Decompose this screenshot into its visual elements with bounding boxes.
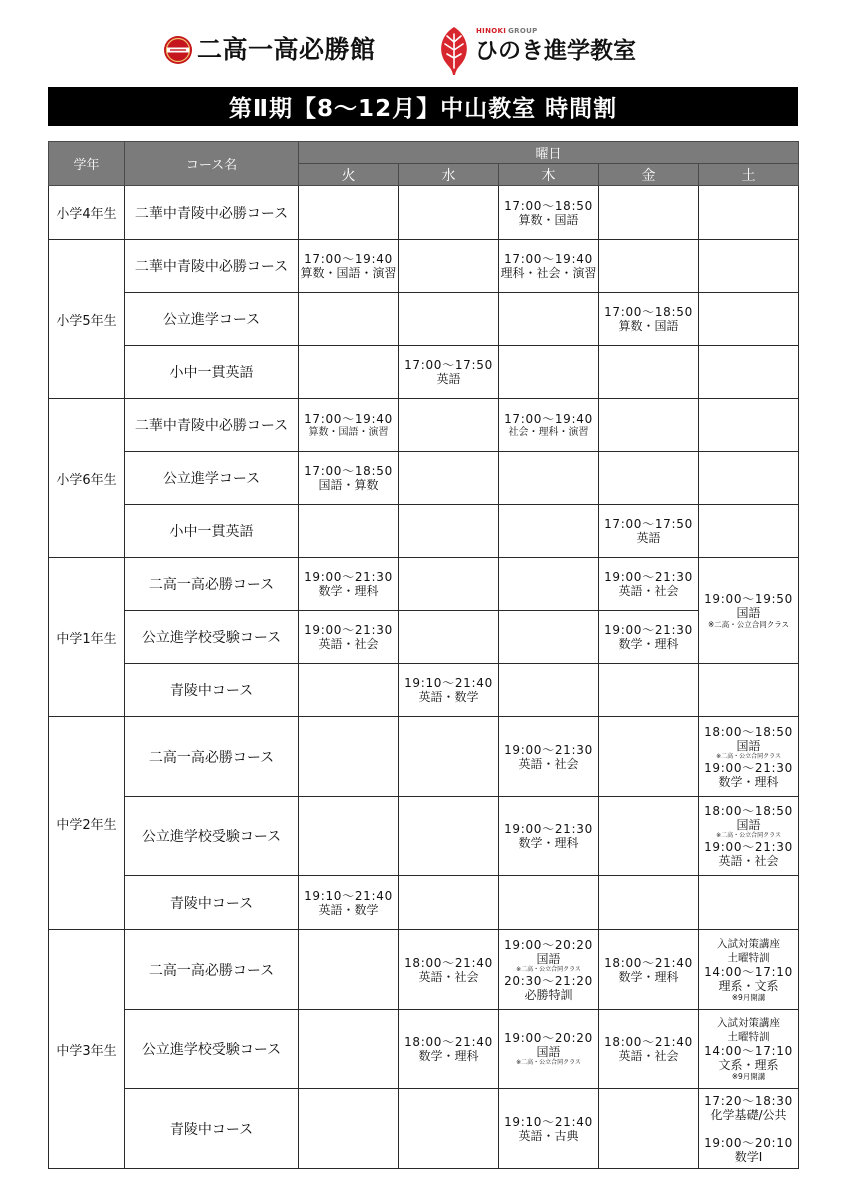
empty-cell (399, 240, 499, 293)
table-row (49, 611, 799, 664)
empty-cell (299, 186, 399, 240)
class-subject: 英語・社会 (318, 637, 379, 651)
class-time: 19:00〜21:30 (704, 840, 793, 854)
empty-cell (299, 930, 399, 1010)
class-subject: 化学基礎/公共 (710, 1107, 787, 1122)
empty-cell (599, 240, 699, 293)
hinoki-brand-name: ひのき進学教室 (475, 38, 636, 64)
schedule-cell (699, 1089, 799, 1169)
empty-cell (599, 797, 699, 876)
empty-cell (599, 399, 699, 452)
class-subject: 数学・理科 (518, 836, 579, 850)
schedule-cell (499, 1089, 599, 1169)
table-row (49, 558, 799, 611)
class-subject: 英語・社会 (618, 584, 679, 598)
class-subject: 理科・社会・演習 (500, 266, 597, 280)
course-cell: 二華中青陵中必勝コース (125, 399, 299, 452)
class-subject: 数学・理科 (718, 774, 779, 789)
empty-cell (499, 558, 599, 611)
empty-cell (599, 664, 699, 717)
class-time: 19:10〜21:40 (404, 676, 493, 690)
class-time: 17:00〜17:50 (604, 517, 693, 531)
class-subject: 英語 (636, 531, 661, 545)
empty-cell (399, 505, 499, 558)
empty-cell (599, 452, 699, 505)
empty-cell (699, 664, 799, 717)
course-cell: 小中一貫英語 (125, 346, 299, 399)
schedule-cell (599, 505, 699, 558)
course-cell: 青陵中コース (125, 1089, 299, 1169)
class-subject: 数学Ⅰ (734, 1149, 763, 1164)
grade-cell: 小学6年生 (49, 399, 125, 558)
class-subject: 国語・算数 (318, 478, 379, 492)
class-subject: 文系・理系 (718, 1058, 779, 1072)
class-subject: 数学・理科 (318, 584, 379, 598)
table-row (49, 186, 799, 240)
header-course: コース名 (125, 142, 299, 186)
class-time: 19:10〜21:40 (304, 888, 393, 903)
class-time: 17:00〜18:50 (504, 198, 593, 213)
header-day-tue: 火 (299, 164, 399, 186)
page-title: 第Ⅱ期【8～12月】中山教室 時間割 (48, 87, 798, 126)
class-time: 17:20〜18:30 (704, 1093, 793, 1108)
schedule-cell (599, 558, 699, 611)
class-time: 17:00〜17:50 (404, 358, 493, 372)
class-time: 17:00〜19:40 (504, 252, 593, 266)
empty-cell (699, 399, 799, 452)
class-subject: 英語・社会 (518, 756, 579, 771)
empty-cell (399, 452, 499, 505)
class-note: ※二高・公立合同クラス (708, 619, 790, 629)
hinoki-group-prefix: HINOKI (476, 27, 507, 35)
class-note: ※二高・公立合同クラス (716, 752, 781, 760)
table-row (49, 1010, 799, 1089)
schedule-cell (699, 797, 799, 876)
table-row (49, 505, 799, 558)
class-subject: 英語・社会 (418, 969, 479, 984)
schedule-cell (299, 452, 399, 505)
schedule-cell (499, 717, 599, 797)
schedule-cell (299, 558, 399, 611)
class-subject: 理系・文系 (718, 978, 779, 993)
course-cell: 青陵中コース (125, 664, 299, 717)
empty-cell (399, 611, 499, 664)
table-row (49, 452, 799, 505)
schedule-cell (299, 399, 399, 452)
header-grade: 学年 (49, 142, 125, 186)
empty-cell (699, 876, 799, 930)
class-time: 19:00〜21:30 (504, 742, 593, 757)
schedule-cell (499, 930, 599, 1010)
class-note: ※9月開講 (731, 992, 766, 1002)
class-time: 19:00〜20:10 (704, 1135, 793, 1150)
table-row (49, 1089, 799, 1169)
schedule-cell (599, 930, 699, 1010)
table-row (49, 399, 799, 452)
class-time: 19:00〜20:20 (504, 937, 593, 952)
class-subject: 英語・社会 (618, 1049, 679, 1063)
schedule-cell (299, 876, 399, 930)
schedule-cell (399, 1010, 499, 1089)
nikou-ichikou-logo (163, 35, 376, 65)
grade-cell: 中学2年生 (49, 717, 125, 930)
class-subject: 英語 (436, 372, 461, 386)
class-subject: 国語 (536, 1045, 561, 1059)
class-label: 土曜特訓 (727, 951, 770, 964)
hinoki-group-suffix: GROUP (508, 27, 538, 35)
empty-cell (499, 293, 599, 346)
schedule-cell (599, 1010, 699, 1089)
nikou-brand-name: 二高一高必勝館 (197, 35, 376, 64)
class-time: 18:00〜21:40 (604, 1035, 693, 1049)
class-time: 17:00〜19:40 (304, 252, 393, 266)
empty-cell (499, 346, 599, 399)
class-time: 19:00〜19:50 (704, 591, 793, 606)
grade-cell: 小学5年生 (49, 240, 125, 399)
empty-cell (299, 1010, 399, 1089)
class-time: 19:00〜21:30 (604, 623, 693, 637)
empty-cell (499, 876, 599, 930)
hinoki-leaf-icon (436, 26, 472, 76)
course-cell: 二高一高必勝コース (125, 930, 299, 1010)
grade-cell: 小学4年生 (49, 186, 125, 240)
class-subject: 英語・古典 (518, 1128, 579, 1143)
header-day-wed: 水 (399, 164, 499, 186)
empty-cell (699, 186, 799, 240)
empty-cell (299, 346, 399, 399)
schedule-cell (699, 1010, 799, 1089)
class-subject: 必勝特訓 (524, 987, 573, 1002)
schedule-cell (699, 717, 799, 797)
course-cell: 二華中青陵中必勝コース (125, 186, 299, 240)
schedule-cell (499, 186, 599, 240)
empty-cell (399, 1089, 499, 1169)
class-time: 14:00〜17:10 (704, 964, 793, 979)
empty-cell (399, 293, 499, 346)
table-row (49, 293, 799, 346)
class-subject: 社会・理科・演習 (508, 426, 589, 438)
class-subject: 国語 (536, 951, 561, 966)
empty-cell (299, 717, 399, 797)
class-time: 18:00〜18:50 (704, 804, 793, 818)
schedule-cell (599, 611, 699, 664)
schedule-cell (299, 240, 399, 293)
empty-cell (699, 293, 799, 346)
schedule-cell-joint (699, 558, 799, 664)
empty-cell (399, 797, 499, 876)
class-time: 19:00〜21:30 (304, 623, 393, 637)
schedule-cell (399, 930, 499, 1010)
empty-cell (299, 1089, 399, 1169)
course-cell: 二華中青陵中必勝コース (125, 240, 299, 293)
empty-cell (299, 664, 399, 717)
class-subject: 英語・数学 (318, 902, 379, 917)
hinoki-group-label (476, 27, 538, 35)
table-row (49, 664, 799, 717)
class-subject: 算数・国語・演習 (300, 266, 397, 280)
empty-cell (399, 186, 499, 240)
class-time: 18:00〜21:40 (404, 1035, 493, 1049)
empty-cell (499, 611, 599, 664)
class-subject: 国語 (736, 605, 761, 620)
schedule-cell (399, 664, 499, 717)
empty-cell (599, 186, 699, 240)
course-cell: 小中一貫英語 (125, 505, 299, 558)
empty-cell (399, 399, 499, 452)
course-cell: 公立進学校受験コース (125, 611, 299, 664)
course-cell: 二高一高必勝コース (125, 558, 299, 611)
empty-cell (399, 876, 499, 930)
class-time: 17:00〜19:40 (504, 411, 593, 426)
schedule-cell (499, 797, 599, 876)
class-time: 18:00〜21:40 (404, 955, 493, 970)
empty-cell (699, 346, 799, 399)
header-day-thu: 木 (499, 164, 599, 186)
class-time: 18:00〜18:50 (704, 724, 793, 739)
class-note: ※9月開講 (731, 1072, 766, 1081)
class-label: 土曜特訓 (727, 1031, 770, 1043)
schedule-cell (499, 399, 599, 452)
empty-cell (499, 505, 599, 558)
empty-cell (499, 664, 599, 717)
class-time: 17:00〜19:40 (304, 411, 393, 426)
header-row (49, 142, 799, 164)
course-cell: 二高一高必勝コース (125, 717, 299, 797)
class-time: 19:00〜21:30 (604, 570, 693, 584)
table-row (49, 797, 799, 876)
class-note: ※二高・公立合同クラス (516, 965, 581, 973)
empty-cell (399, 717, 499, 797)
class-subject: 国語 (736, 818, 761, 832)
class-time: 17:00〜18:50 (304, 464, 393, 478)
class-time: 19:00〜21:30 (504, 822, 593, 836)
empty-cell (599, 876, 699, 930)
timetable (48, 141, 799, 1169)
table-row (49, 930, 799, 1010)
grade-cell: 中学3年生 (49, 930, 125, 1169)
nikou-emblem-icon (163, 35, 193, 65)
table-row (49, 876, 799, 930)
schedule-cell (299, 611, 399, 664)
class-subject: 数学・理科 (618, 637, 679, 651)
course-cell: 公立進学校受験コース (125, 1010, 299, 1089)
course-cell: 公立進学コース (125, 452, 299, 505)
empty-cell (299, 505, 399, 558)
class-time: 20:30〜21:20 (504, 973, 593, 988)
class-time: 19:10〜21:40 (504, 1114, 593, 1129)
empty-cell (599, 717, 699, 797)
empty-cell (499, 452, 599, 505)
class-label: 入試対策講座 (717, 937, 781, 950)
class-note: ※二高・公立合同クラス (516, 1059, 581, 1066)
header-day-sat: 土 (699, 164, 799, 186)
course-cell: 公立進学校受験コース (125, 797, 299, 876)
class-subject: 英語・数学 (418, 690, 479, 704)
class-time: 14:00〜17:10 (704, 1044, 793, 1058)
schedule-cell (399, 346, 499, 399)
header-weekday: 曜日 (299, 142, 799, 164)
empty-cell (299, 293, 399, 346)
class-subject: 数学・理科 (418, 1049, 479, 1063)
class-time: 19:00〜21:30 (304, 570, 393, 584)
empty-cell (299, 797, 399, 876)
class-subject: 算数・国語 (518, 212, 579, 227)
schedule-cell (599, 293, 699, 346)
spacer (699, 1122, 798, 1136)
class-time: 19:00〜21:30 (704, 760, 793, 775)
schedule-cell (499, 1010, 599, 1089)
table-row (49, 717, 799, 797)
header-day-fri: 金 (599, 164, 699, 186)
empty-cell (599, 1089, 699, 1169)
empty-cell (699, 452, 799, 505)
table-row (49, 346, 799, 399)
table-row (49, 240, 799, 293)
course-cell: 青陵中コース (125, 876, 299, 930)
schedule-cell (699, 930, 799, 1010)
class-note: ※二高・公立合同クラス (716, 832, 781, 839)
class-time: 19:00〜20:20 (504, 1031, 593, 1045)
class-subject: 算数・国語・演習 (308, 426, 389, 438)
empty-cell (399, 558, 499, 611)
class-subject: 算数・国語 (618, 319, 679, 333)
class-time: 17:00〜18:50 (604, 305, 693, 319)
class-subject: 英語・社会 (718, 854, 779, 868)
class-time: 18:00〜21:40 (604, 955, 693, 970)
empty-cell (699, 240, 799, 293)
class-subject: 国語 (736, 738, 761, 753)
course-cell: 公立進学コース (125, 293, 299, 346)
class-subject: 数学・理科 (618, 969, 679, 984)
schedule-cell (499, 240, 599, 293)
grade-cell: 中学1年生 (49, 558, 125, 717)
empty-cell (599, 346, 699, 399)
class-label: 入試対策講座 (717, 1017, 781, 1029)
empty-cell (699, 505, 799, 558)
